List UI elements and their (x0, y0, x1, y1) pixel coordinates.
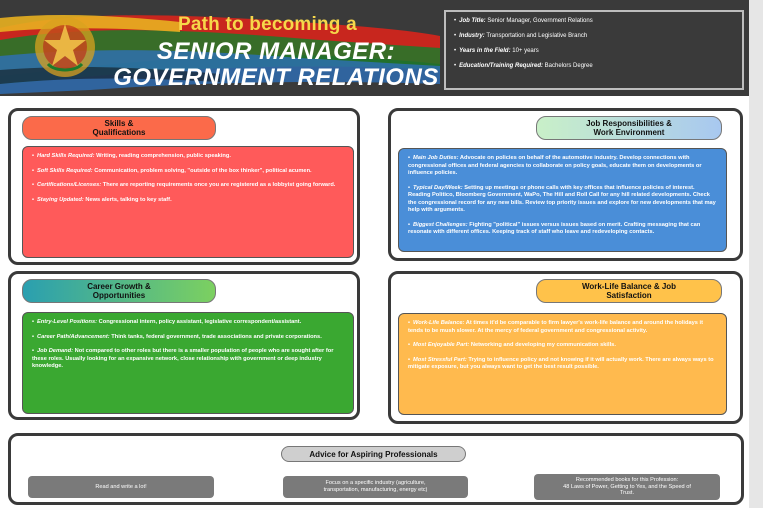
balance-pill: Work-Life Balance & Job Satisfaction (536, 279, 722, 303)
skills-content (22, 146, 354, 258)
header-title-line1: SENIOR MANAGER: (156, 38, 396, 65)
advice-tip-books: Recommended books for this Profession: 48 Laws of Power, Getting to Yes, and the Speed of Trust. (534, 474, 720, 500)
list-item: • Typical Day/Week: Setting up meetings or phone calls with key offices that influence policies of interest. Reading Politico, Bloomberg Government, WaPo, The Hill and Roll Call for any hill related developments. Check the congressional record for any new bills. Review top priority issues and explore for new developments that may help with arguments. (408, 185, 717, 215)
job-info-box (444, 10, 744, 90)
list-item: • Work-Life Balance: At times it'd be comparable to firm lawyer's work-life balance and around the holidays it tends to be mush slower. At the mercy of federal government and congressional activity. (408, 320, 717, 335)
list-item: • Main Job Duties: Advocate on policies on behalf of the automotive industry. Develop connections with congressional offices and federal agencies to collaborate on policy goals, educate them on developments or influence policies. (408, 155, 717, 178)
list-item: • Most Enjoyable Part: Networking and developing my communication skills. (408, 342, 717, 350)
header-title-line2: GOVERNMENT RELATIONS (113, 64, 439, 91)
balance-content (398, 313, 727, 415)
advice-tip-focus-industry: Focus on a specific industry (agriculture, transportation, manufacturing, energy etc) (283, 476, 468, 498)
seal-emblem-icon (30, 12, 100, 82)
list-item: • Career Path/Advancement: Think tanks, federal government, trade associations and private corporations. (32, 334, 344, 342)
list-item: • Soft Skills Required: Communication, problem solving, "outside of the box thinker", political acumen. (32, 168, 344, 176)
info-years: • Years in the Field: 10+ years (454, 48, 734, 54)
responsibilities-pill: Job Responsibilities & Work Environment (536, 116, 722, 140)
header-subtitle: Path to becoming a (178, 14, 357, 35)
advice-tip-read-write: Read and write a lot! (28, 476, 214, 498)
responsibilities-content (398, 148, 727, 252)
list-item: • Hard Skills Required: Writing, reading comprehension, public speaking. (32, 153, 344, 161)
header-banner (0, 0, 763, 96)
growth-pill: Career Growth & Opportunities (22, 279, 216, 303)
list-item: • Biggest Challenges: Fighting "political" issues versus issues based on merit. Crafting messaging that can resonate with different offices. Keeping track of staff who leave and redeveloping contacts. (408, 222, 717, 237)
advice-title: Advice for Aspiring Professionals (281, 446, 466, 462)
info-education: • Education/Training Required: Bachelors Degree (454, 63, 734, 69)
list-item: • Most Stressful Part: Trying to influence policy and not knowing if it will actually work. There are always ways to mitigate exposure, but you always want to get the best result possible. (408, 357, 717, 372)
growth-content (22, 312, 354, 414)
info-industry: • Industry: Transportation and Legislative Branch (454, 33, 734, 39)
list-item: • Job Demand: Not compared to other roles but there is a smaller population of people who are sought after for these roles. Usually looking for an expansive network, close relationship with government or deep industry knowledge. (32, 348, 344, 371)
skills-pill: Skills & Qualifications (22, 116, 216, 140)
list-item: • Certifications/Licenses: There are reporting requirements once you are registered as a lobbyist going forward. (32, 182, 344, 190)
page-margin (749, 0, 763, 508)
list-item: • Entry-Level Positions: Congressional intern, policy assistant, legislative correspondent/assistant. (32, 319, 344, 327)
info-job-title: • Job Title: Senior Manager, Government Relations (454, 18, 734, 24)
list-item: • Staying Updated: News alerts, talking to key staff. (32, 197, 344, 205)
